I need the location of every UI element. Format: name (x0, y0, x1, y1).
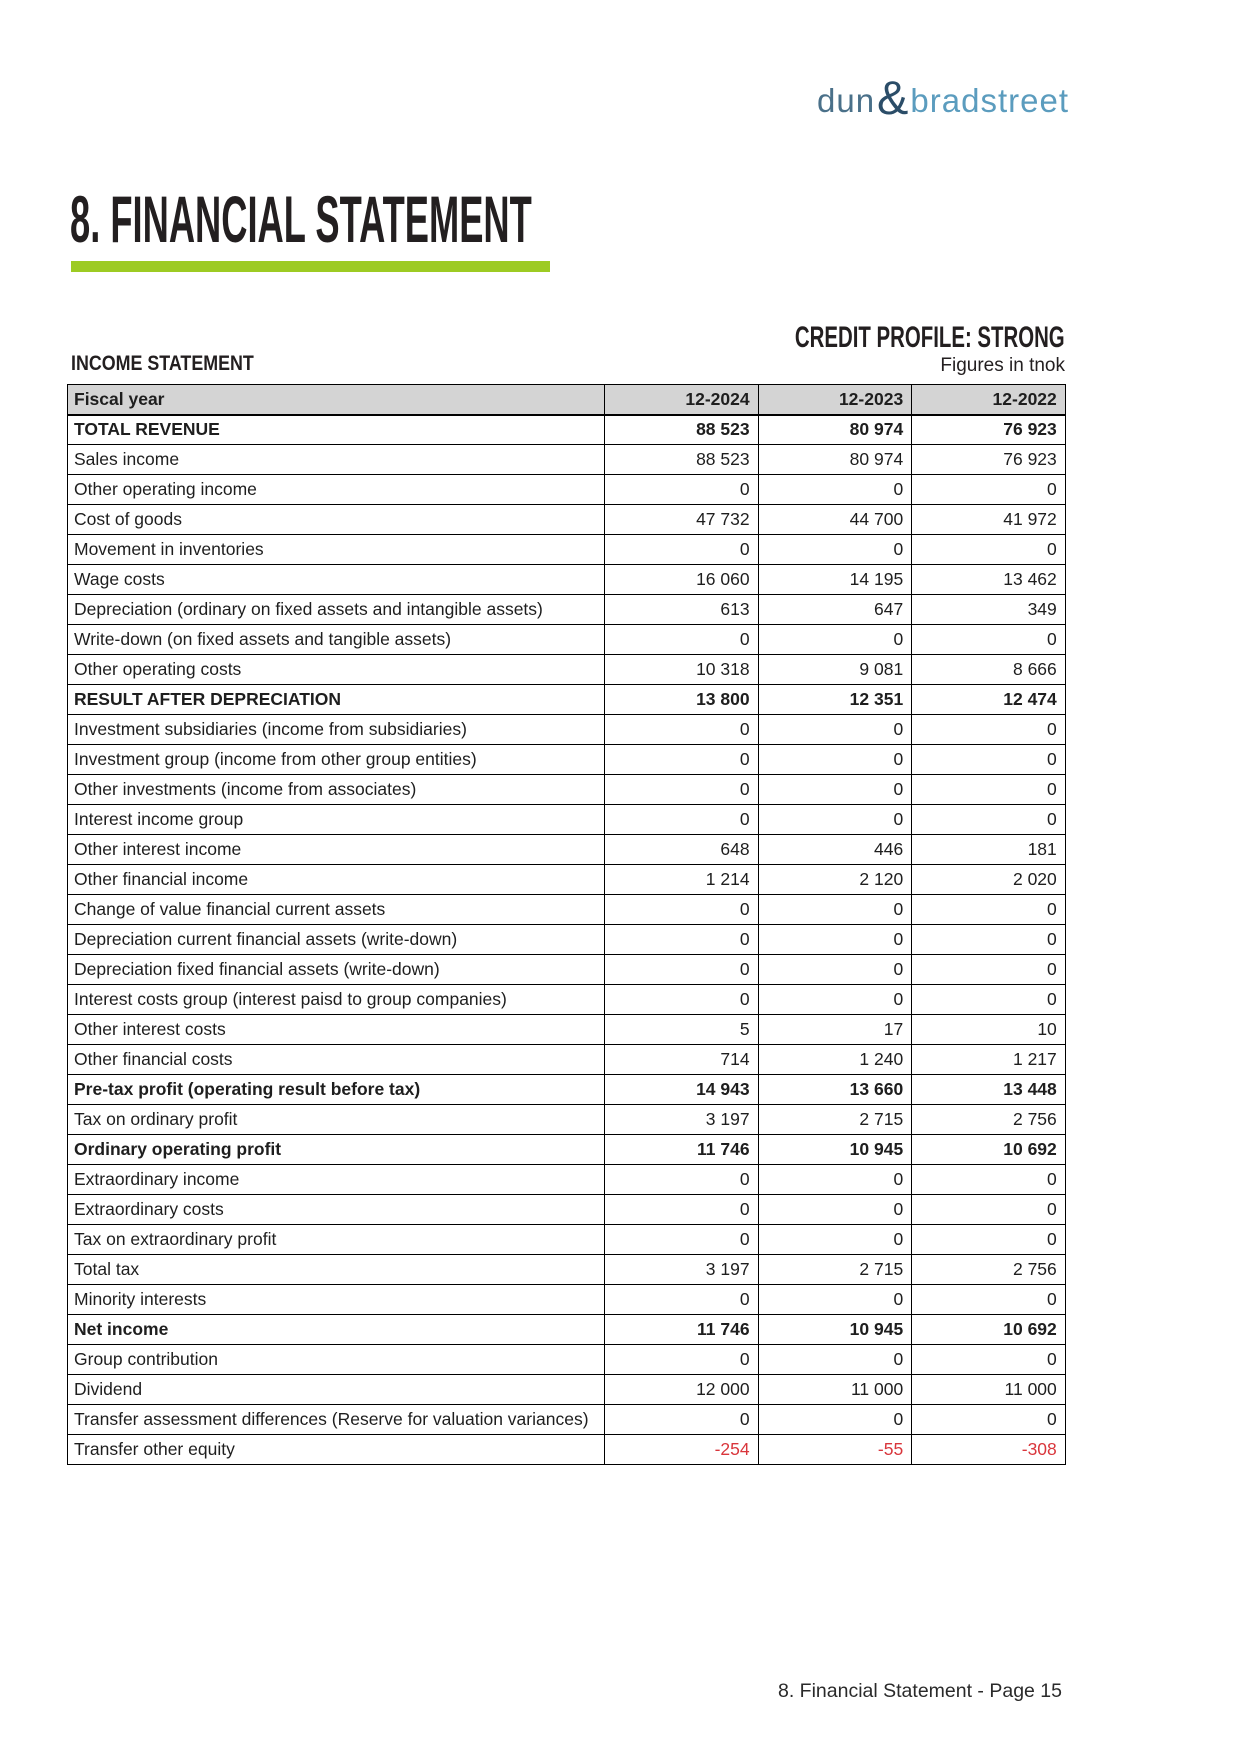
table-row (68, 655, 1066, 685)
cell-value: 648 (605, 835, 759, 865)
cell-value: 0 (912, 1285, 1066, 1315)
row-label: Other financial costs (68, 1045, 605, 1075)
row-label: Extraordinary income (68, 1165, 605, 1195)
column-header-fiscal-year: Fiscal year (68, 385, 605, 415)
cell-value: 3 197 (605, 1105, 759, 1135)
table-row (68, 985, 1066, 1015)
table-row (68, 595, 1066, 625)
table-row (68, 445, 1066, 475)
cell-value: 2 715 (758, 1105, 912, 1135)
cell-value: 0 (605, 1285, 759, 1315)
table-row (68, 805, 1066, 835)
cell-value: 647 (758, 595, 912, 625)
table-row (68, 955, 1066, 985)
row-label: Sales income (68, 445, 605, 475)
table-row (68, 1165, 1066, 1195)
logo-word-dun: dun (816, 82, 876, 119)
row-label: Tax on ordinary profit (68, 1105, 605, 1135)
cell-value: 0 (912, 1405, 1066, 1435)
cell-value: 0 (758, 535, 912, 565)
cell-value: -254 (605, 1435, 759, 1465)
page-footer: 8. Financial Statement - Page 15 (778, 1680, 1062, 1702)
cell-value: 0 (758, 955, 912, 985)
table-row (68, 745, 1066, 775)
table-row (68, 625, 1066, 655)
cell-value: 88 523 (605, 445, 759, 475)
row-label: Total tax (68, 1255, 605, 1285)
column-header-period: 12-2023 (758, 385, 912, 415)
cell-value: 0 (758, 985, 912, 1015)
cell-value: 0 (758, 1345, 912, 1375)
cell-value: 13 800 (605, 685, 759, 715)
cell-value: 0 (912, 715, 1066, 745)
row-label: Other interest costs (68, 1015, 605, 1045)
cell-value: 349 (912, 595, 1066, 625)
cell-value: 14 195 (758, 565, 912, 595)
figures-unit-note: Figures in tnok (940, 355, 1065, 376)
row-label: Transfer assessment differences (Reserve for valuation variances) (68, 1405, 605, 1435)
table-row (68, 565, 1066, 595)
cell-value: 80 974 (758, 415, 912, 445)
cell-value: 0 (758, 1195, 912, 1225)
row-label: Extraordinary costs (68, 1195, 605, 1225)
cell-value: 446 (758, 835, 912, 865)
table-row (68, 1045, 1066, 1075)
table-row (68, 775, 1066, 805)
cell-value: -308 (912, 1435, 1066, 1465)
cell-value: 0 (912, 1345, 1066, 1375)
table-row (68, 505, 1066, 535)
cell-value: 0 (758, 625, 912, 655)
row-label: Cost of goods (68, 505, 605, 535)
row-label: Change of value financial current assets (68, 895, 605, 925)
cell-value: 0 (605, 475, 759, 505)
row-label: Movement in inventories (68, 535, 605, 565)
income-statement-table (67, 384, 1066, 1465)
cell-value: 13 660 (758, 1075, 912, 1105)
table-row (68, 1405, 1066, 1435)
cell-value: 0 (912, 1225, 1066, 1255)
row-label: Dividend (68, 1375, 605, 1405)
row-label: Investment subsidiaries (income from subsidiaries) (68, 715, 605, 745)
cell-value: 0 (605, 805, 759, 835)
cell-value: 10 692 (912, 1315, 1066, 1345)
column-header-period: 12-2024 (605, 385, 759, 415)
income-statement-label (71, 352, 286, 376)
cell-value: 0 (605, 1225, 759, 1255)
page-title (70, 182, 910, 256)
credit-profile-label (668, 321, 1065, 355)
cell-value: 12 351 (758, 685, 912, 715)
cell-value: 0 (605, 715, 759, 745)
cell-value: 88 523 (605, 415, 759, 445)
cell-value: 3 197 (605, 1255, 759, 1285)
cell-value: 10 318 (605, 655, 759, 685)
cell-value: 0 (605, 625, 759, 655)
table-row (68, 1135, 1066, 1165)
table-row (68, 1195, 1066, 1225)
row-label: Tax on extraordinary profit (68, 1225, 605, 1255)
row-label: TOTAL REVENUE (68, 415, 605, 445)
cell-value: 0 (758, 1165, 912, 1195)
cell-value: 0 (912, 1195, 1066, 1225)
cell-value: 0 (605, 535, 759, 565)
cell-value: -55 (758, 1435, 912, 1465)
table-row (68, 715, 1066, 745)
cell-value: 0 (912, 1165, 1066, 1195)
cell-value: 0 (758, 1405, 912, 1435)
row-label: RESULT AFTER DEPRECIATION (68, 685, 605, 715)
table-row (68, 835, 1066, 865)
cell-value: 16 060 (605, 565, 759, 595)
cell-value: 41 972 (912, 505, 1066, 535)
cell-value: 13 462 (912, 565, 1066, 595)
cell-value: 0 (605, 775, 759, 805)
cell-value: 76 923 (912, 415, 1066, 445)
cell-value: 0 (758, 895, 912, 925)
table-row (68, 475, 1066, 505)
cell-value: 76 923 (912, 445, 1066, 475)
cell-value: 12 000 (605, 1375, 759, 1405)
table-row (68, 1075, 1066, 1105)
cell-value: 10 945 (758, 1135, 912, 1165)
row-label: Other operating costs (68, 655, 605, 685)
cell-value: 0 (605, 1165, 759, 1195)
cell-value: 0 (912, 475, 1066, 505)
table-header-row (68, 385, 1066, 415)
logo-word-bradstreet: bradstreet (910, 82, 1069, 119)
cell-value: 181 (912, 835, 1066, 865)
cell-value: 0 (912, 955, 1066, 985)
cell-value: 0 (912, 745, 1066, 775)
cell-value: 2 715 (758, 1255, 912, 1285)
page-title-text: 8. FINANCIAL STATEMENT (70, 182, 532, 256)
row-label: Investment group (income from other group entities) (68, 745, 605, 775)
table-row (68, 1345, 1066, 1375)
row-label: Depreciation (ordinary on fixed assets and intangible assets) (68, 595, 605, 625)
row-label: Depreciation fixed financial assets (write-down) (68, 955, 605, 985)
cell-value: 10 692 (912, 1135, 1066, 1165)
row-label: Minority interests (68, 1285, 605, 1315)
row-label: Transfer other equity (68, 1435, 605, 1465)
cell-value: 0 (758, 475, 912, 505)
table-row (68, 1015, 1066, 1045)
row-label: Pre-tax profit (operating result before tax) (68, 1075, 605, 1105)
row-label: Net income (68, 1315, 605, 1345)
cell-value: 0 (912, 985, 1066, 1015)
dun-bradstreet-logo (817, 68, 1069, 123)
cell-value: 11 746 (605, 1315, 759, 1345)
row-label: Other financial income (68, 865, 605, 895)
cell-value: 10 945 (758, 1315, 912, 1345)
cell-value: 2 020 (912, 865, 1066, 895)
cell-value: 613 (605, 595, 759, 625)
cell-value: 0 (605, 1405, 759, 1435)
cell-value: 0 (912, 535, 1066, 565)
cell-value: 0 (758, 1285, 912, 1315)
cell-value: 2 120 (758, 865, 912, 895)
table-row (68, 895, 1066, 925)
cell-value: 0 (605, 895, 759, 925)
table-row (68, 1225, 1066, 1255)
row-label: Interest income group (68, 805, 605, 835)
cell-value: 12 474 (912, 685, 1066, 715)
table-row (68, 925, 1066, 955)
cell-value: 0 (912, 805, 1066, 835)
cell-value: 0 (758, 805, 912, 835)
table-row (68, 1105, 1066, 1135)
cell-value: 44 700 (758, 505, 912, 535)
cell-value: 0 (912, 625, 1066, 655)
cell-value: 0 (758, 715, 912, 745)
cell-value: 0 (605, 745, 759, 775)
table-body (68, 415, 1066, 1465)
table-row (68, 865, 1066, 895)
cell-value: 5 (605, 1015, 759, 1045)
cell-value: 8 666 (912, 655, 1066, 685)
cell-value: 80 974 (758, 445, 912, 475)
cell-value: 17 (758, 1015, 912, 1045)
cell-value: 9 081 (758, 655, 912, 685)
table-row (68, 535, 1066, 565)
table-row (68, 1435, 1066, 1465)
row-label: Ordinary operating profit (68, 1135, 605, 1165)
row-label: Other operating income (68, 475, 605, 505)
table-row (68, 1255, 1066, 1285)
credit-profile-text: CREDIT PROFILE: STRONG (795, 321, 1065, 354)
table-row (68, 1315, 1066, 1345)
row-label: Depreciation current financial assets (write-down) (68, 925, 605, 955)
table-header (68, 385, 1066, 415)
cell-value: 2 756 (912, 1255, 1066, 1285)
cell-value: 0 (912, 895, 1066, 925)
cell-value: 47 732 (605, 505, 759, 535)
column-header-period: 12-2022 (912, 385, 1066, 415)
cell-value: 10 (912, 1015, 1066, 1045)
cell-value: 11 000 (912, 1375, 1066, 1405)
cell-value: 11 746 (605, 1135, 759, 1165)
cell-value: 1 217 (912, 1045, 1066, 1075)
row-label: Write-down (on fixed assets and tangible assets) (68, 625, 605, 655)
table-row (68, 415, 1066, 445)
cell-value: 0 (912, 925, 1066, 955)
table-row (68, 1375, 1066, 1405)
cell-value: 14 943 (605, 1075, 759, 1105)
cell-value: 0 (758, 745, 912, 775)
table-row (68, 1285, 1066, 1315)
cell-value: 13 448 (912, 1075, 1066, 1105)
cell-value: 11 000 (758, 1375, 912, 1405)
row-label: Other investments (income from associates) (68, 775, 605, 805)
green-accent-bar (71, 261, 550, 272)
cell-value: 0 (758, 775, 912, 805)
row-label: Interest costs group (interest paisd to group companies) (68, 985, 605, 1015)
income-statement-text: INCOME STATEMENT (71, 352, 254, 375)
cell-value: 0 (758, 925, 912, 955)
cell-value: 0 (912, 775, 1066, 805)
cell-value: 0 (605, 985, 759, 1015)
cell-value: 0 (758, 1225, 912, 1255)
row-label: Other interest income (68, 835, 605, 865)
row-label: Group contribution (68, 1345, 605, 1375)
cell-value: 2 756 (912, 1105, 1066, 1135)
cell-value: 1 240 (758, 1045, 912, 1075)
cell-value: 0 (605, 955, 759, 985)
cell-value: 0 (605, 1345, 759, 1375)
table-row (68, 685, 1066, 715)
cell-value: 0 (605, 925, 759, 955)
ampersand-icon: & (877, 71, 909, 124)
row-label: Wage costs (68, 565, 605, 595)
cell-value: 0 (605, 1195, 759, 1225)
cell-value: 1 214 (605, 865, 759, 895)
cell-value: 714 (605, 1045, 759, 1075)
